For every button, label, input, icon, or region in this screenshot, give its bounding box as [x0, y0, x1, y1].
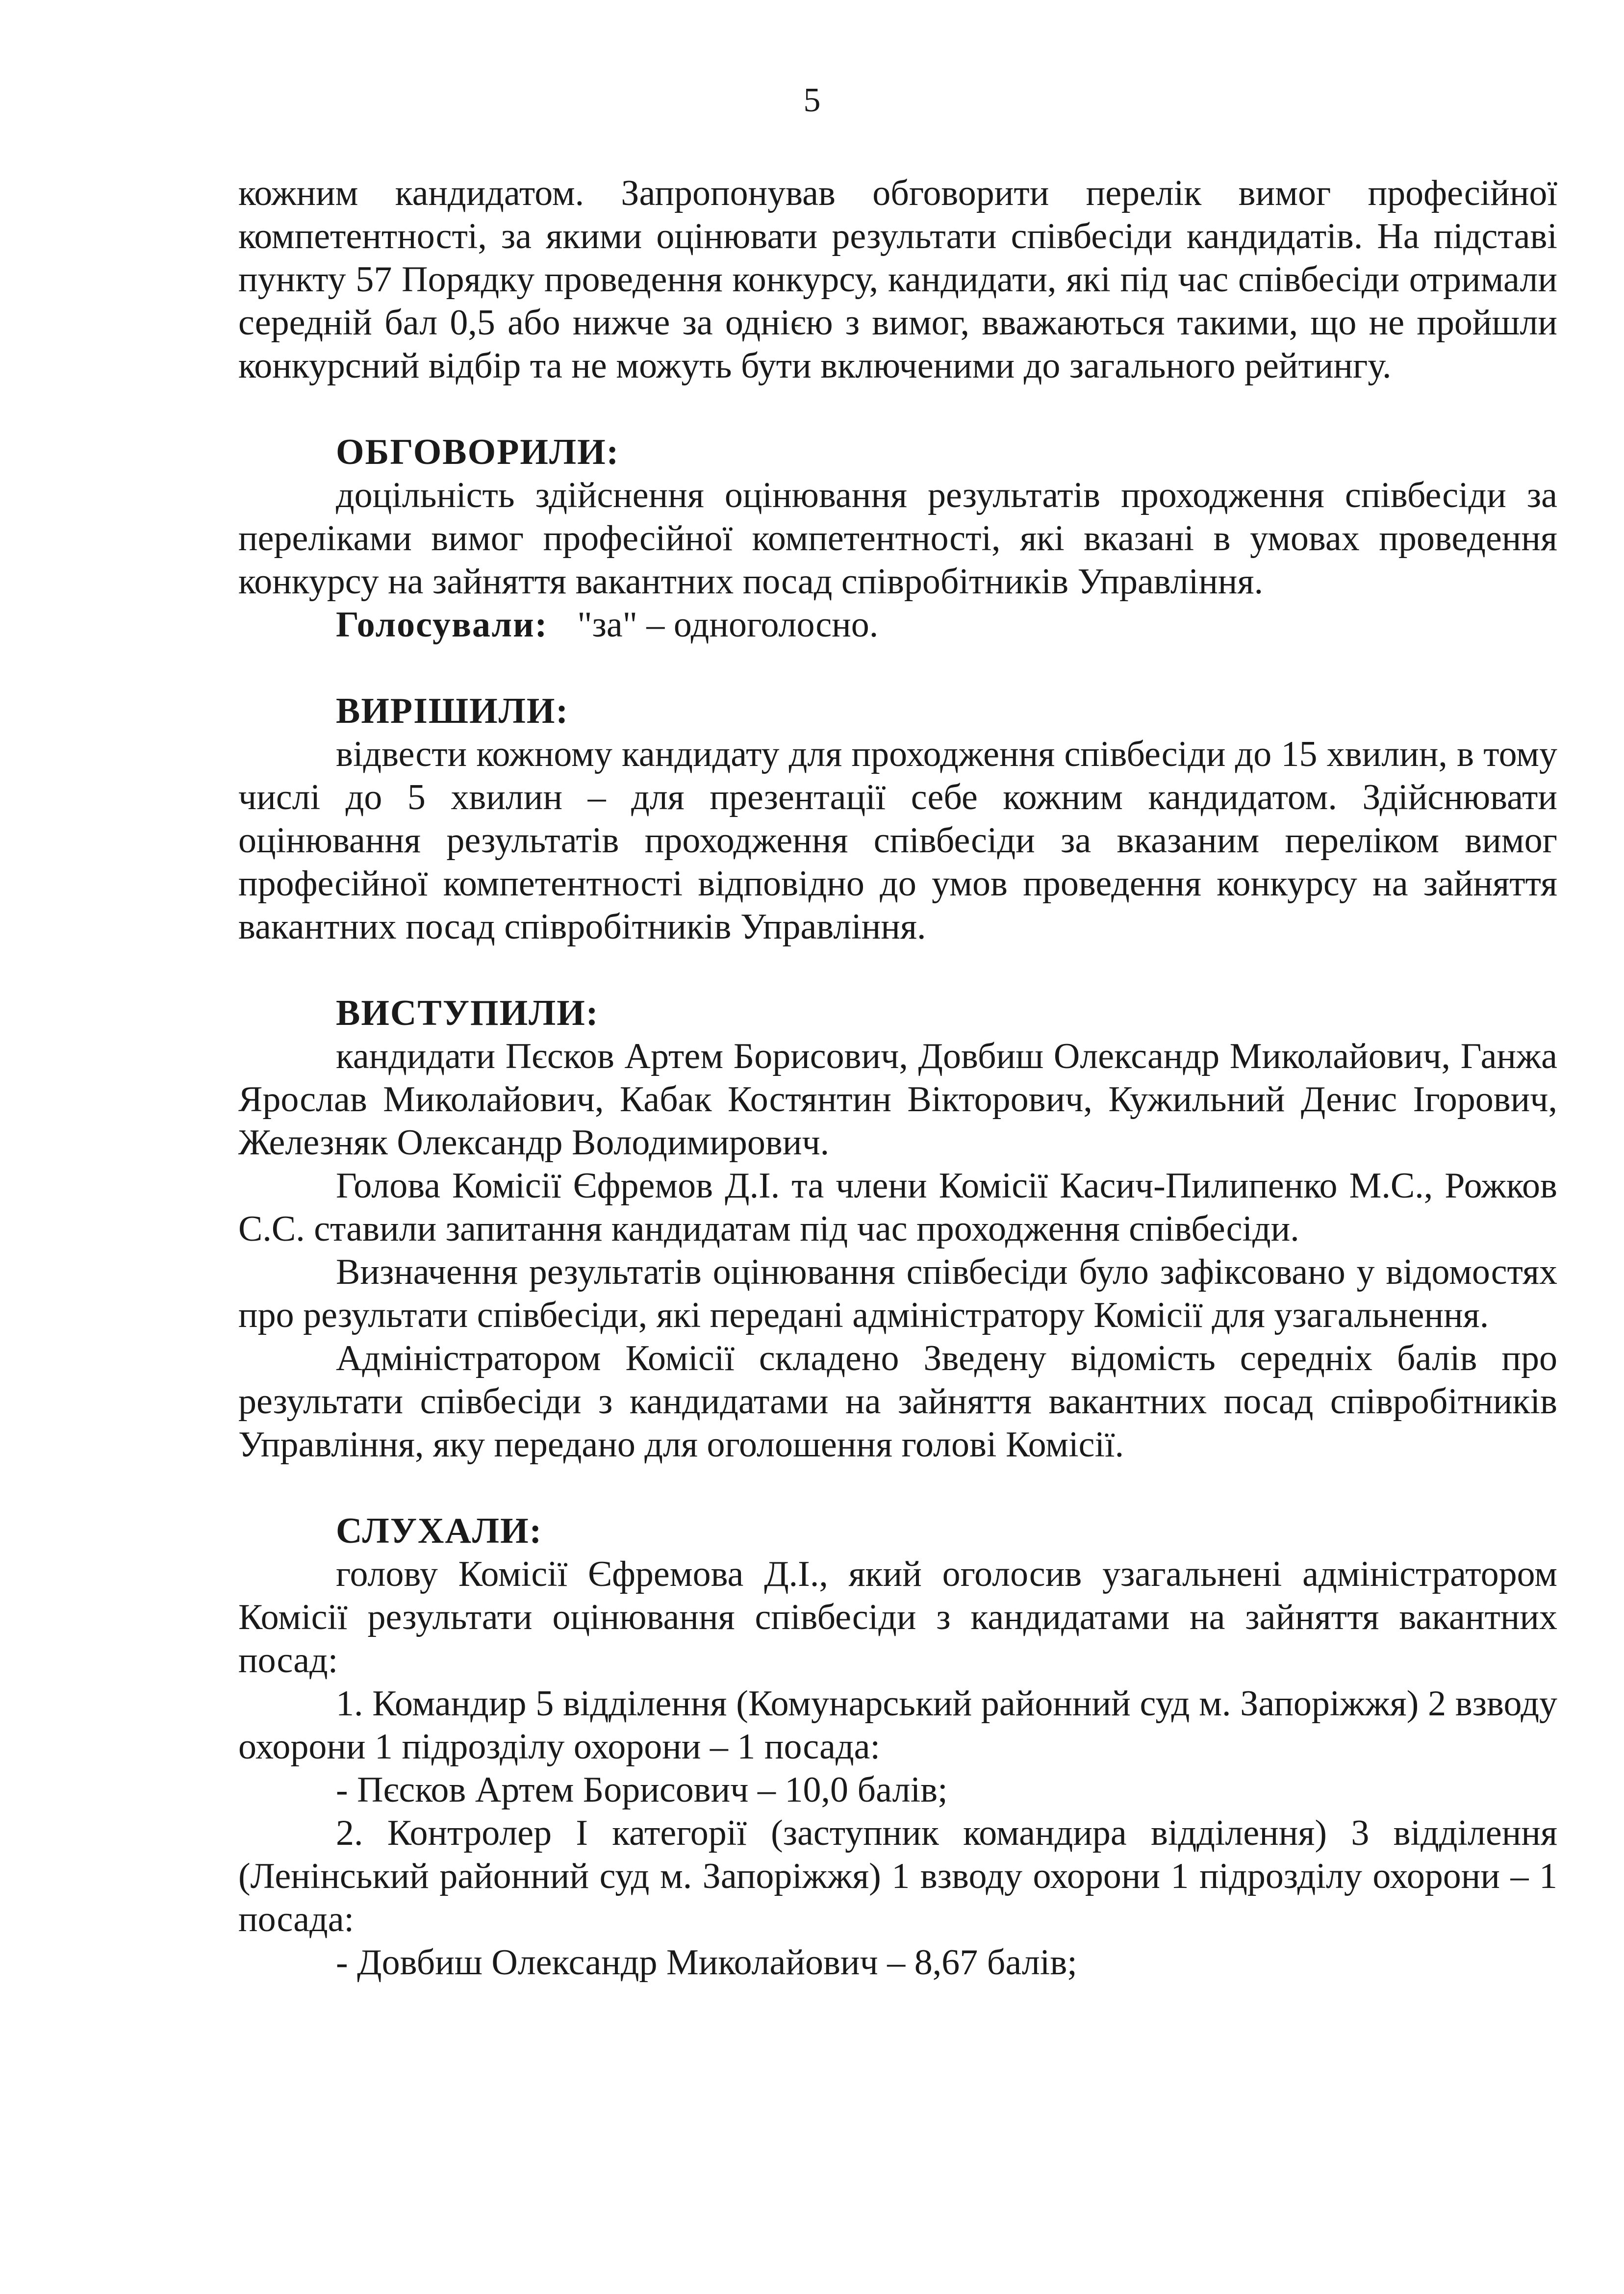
spoke-paragraph: Адміністратором Комісії складено Зведену відомість середніх балів про результати співбесіди з кандидатами на зайняття вакантних посад співробітників Управління, яку передано для оголошення голові Комісії.: [238, 1338, 1557, 1465]
spoke-paragraph: кандидати Пєсков Артем Борисович, Довбиш Олександр Миколайович, Ганжа Ярослав Миколайович, Кабак Костянтин Вікторович, Кужильний Денис Ігорович, Железняк Олександр Володимирович.: [238, 1036, 1557, 1163]
section-heading-heard: СЛУХАЛИ:: [336, 1511, 543, 1551]
spacer: [238, 1466, 1557, 1509]
spoke-paragraph: Визначення результатів оцінювання співбесіди було зафіксовано у відомостях про результати співбесіди, які передані адміністратору Комісії для узагальнення.: [238, 1252, 1557, 1335]
spacer: [238, 948, 1557, 992]
document-body: [238, 172, 1557, 1984]
heard-intro: голову Комісії Єфремова Д.І., який оголосив узагальнені адміністратором Комісії результати оцінювання співбесіди з кандидатами на зайняття вакантних посад:: [238, 1554, 1557, 1681]
vote-value: "за" – одноголосно.: [577, 605, 879, 645]
heard-item: - Пєсков Артем Борисович – 10,0 балів;: [336, 1770, 948, 1810]
section-heading-decided: ВИРІШИЛИ:: [336, 691, 569, 731]
decided-text: відвести кожному кандидату для проходження співбесіди до 15 хвилин, в тому числі до 5 хвилин – для презентації себе кожним кандидатом. Здійснювати оцінювання результатів проходження співбесіди за вказаним переліком вимог професійної компетентності відповідно до умов проведення конкурсу на зайняття вакантних посад співробітників Управління.: [238, 734, 1557, 947]
intro-paragraph: кожним кандидатом. Запропонував обговорити перелік вимог професійної компетентності, за якими оцінювати результати співбесіди кандидатів. На підставі пункту 57 Порядку проведення конкурсу, кандидати, які під час співбесіди отримали середній бал 0,5 або нижче за однією з вимог, вважаються такими, що не пройшли конкурсний відбір та не можуть бути включеними до загального рейтингу.: [238, 173, 1557, 386]
vote-label: Голосували:: [336, 605, 548, 645]
vote-line: [238, 603, 1557, 646]
spacer: [238, 646, 1557, 689]
spoke-paragraph: Голова Комісії Єфремов Д.І. та члени Комісії Касич-Пилипенко М.С., Рожков С.С. ставили запитання кандидатам під час проходження співбесіди.: [238, 1166, 1557, 1249]
discussed-text: доцільність здійснення оцінювання результатів проходження співбесіди за переліками вимог професійної компетентності, які вказані в умовах проведення конкурсу на зайняття вакантних посад співробітників Управління.: [238, 475, 1557, 602]
section-heading-spoke: ВИСТУПИЛИ:: [336, 993, 599, 1033]
heard-item: - Довбиш Олександр Миколайович – 8,67 балів;: [336, 1942, 1077, 1983]
page-number: 5: [803, 81, 821, 119]
section-heading-discussed: ОБГОВОРИЛИ:: [336, 432, 620, 472]
heard-item: 1. Командир 5 відділення (Комунарський районний суд м. Запоріжжя) 2 взводу охорони 1 підрозділу охорони – 1 посада:: [238, 1683, 1557, 1767]
spacer: [238, 387, 1557, 431]
heard-item: 2. Контролер І категорії (заступник командира відділення) 3 відділення (Ленінський районний суд м. Запоріжжя) 1 взводу охорони 1 підрозділу охорони – 1 посада:: [238, 1813, 1557, 1939]
